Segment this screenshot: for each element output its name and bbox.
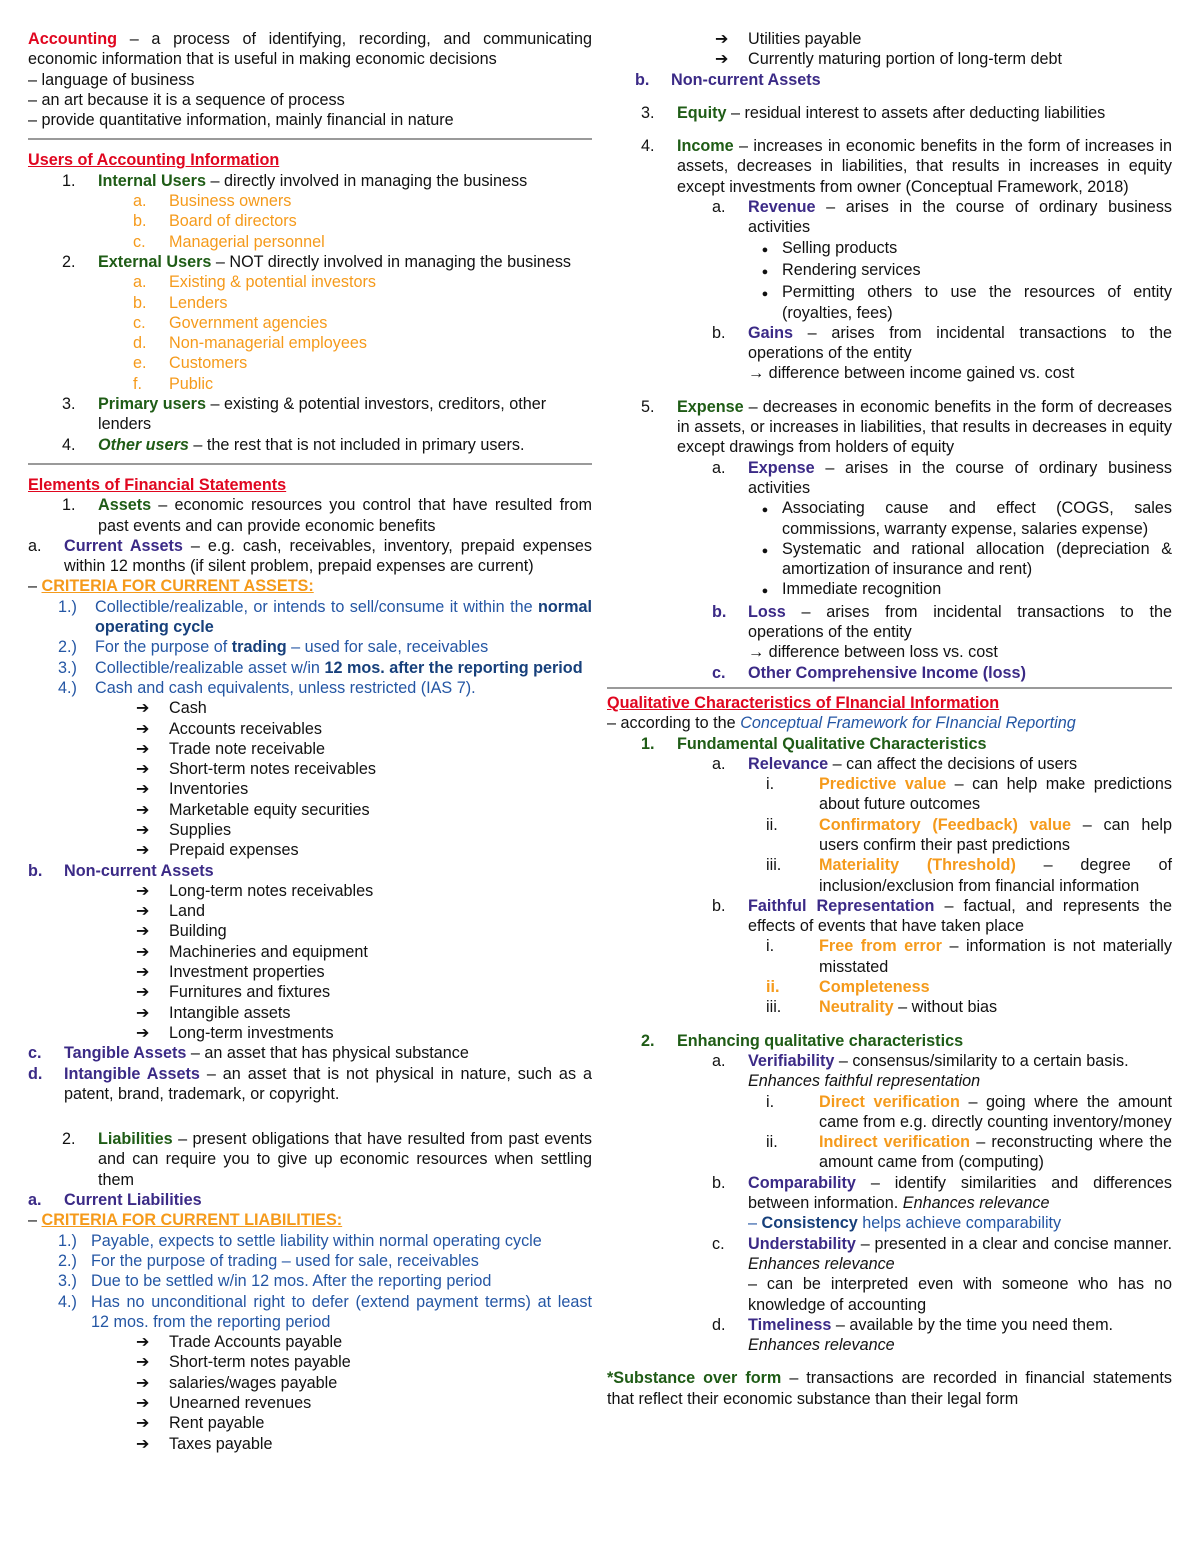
list-item: b. Comparability – identify similarities and differences between information. Enhances relevance – Consistency helps achieve comparability bbox=[712, 1173, 1173, 1233]
criteria-current-assets: – CRITERIA FOR CURRENT ASSETS: bbox=[28, 577, 314, 596]
faithful-sub: i. Free from error – information is not materially misstated ii. Completeness iii. Neutrality – without bias bbox=[766, 937, 1172, 1017]
arrow-right-icon: ➔ bbox=[136, 719, 150, 738]
arrow-right-icon: ➔ bbox=[136, 739, 150, 758]
right-column: ➔ Utilities payable ➔ Currently maturing portion of long-term debt b. Non-current Assets 3. Equity – residual interest to assets after deducting liabilities 4. Income – increases in economic benefits in the form of increases in assets, decreases in liabilities, that results in increases in equity except investments from owner (Conceptual Framework, 2018) a. Revenue – arises in the course of ordinary business activities ● Selling products ● Rendering services ● Permitting others to use the resources of entity (royalties, fees) b. Gains – arises from incidental transactions to the operations of the entity → difference between income gained vs. cost 5. Expense – decreases in economic benefits in the form of decreases in assets, or increases in liabilities, that results in decreases in equity except drawings from holders of equity a. Expense – arises in the course of ordinary business activities ● Associating cause and effect (COGS, sales commissions, warranty expense, salaries expense) ● Systematic and rational allocation (depreciation & amortization of insurance and rent) ● Immediate recognition b. Loss – arises from incidental transactions to the operations of the entity → difference between loss vs. cost c. Other Comprehensive Income (loss) Qualitative Characteristics of FInancial Information – according to the Conceptual Framework for FInancial Reporting 1. Fundamental Qualitative Characteristics a. Relevance – can affect the decisions of users i. Predictive value – can help make predictions about future outcomes ii. Confirmatory (Feedback) value – can help users confirm their past predictions iii. Materiality (Threshold) – degree of inclusion/exclusion from financial information b. Faithful Representation – factual, and represents the effects of events that have taken place i. Free from error – information is not materially misstated ii. Completeness iii. Neutrality – without bias 2. Enhancing qualitative characteristics a. Verifiability – consensus/similarity to a certain basis. Enhances faithful representation i. Direct verification – going where the amount came from e.g. directly counting inventory/money ii. Indirect verification – reconstructing where the amount came from (computing) b. Comparability – identify similarities and differences between information. Enhances relevance – Consistency helps achieve comparability c. Understability – presented in a clear and concise manner. Enhances relevance – can be interpreted even with someone who has no knowledge of accounting d. Timeliness – available by the time you need them. Enhances relevance *Substance over form – transactions are recorded in financial statements that reflect their economic substance than their legal form bbox=[607, 29, 1172, 1409]
arrow-right-icon: ➔ bbox=[136, 1414, 150, 1433]
arrow-right-icon: ➔ bbox=[136, 800, 150, 819]
list-item: b. Faithful Representation – factual, and represents the effects of events that have taken place bbox=[712, 896, 1172, 936]
list-item: a. Relevance – can affect the decisions of users bbox=[712, 754, 1078, 773]
list-item: 2. External Users – NOT directly involved in managing the business bbox=[62, 252, 572, 271]
arrow-right-icon: ➔ bbox=[136, 699, 150, 718]
arrow-right-icon: ➔ bbox=[136, 1373, 150, 1392]
divider bbox=[28, 463, 592, 465]
arrow-right-icon: ➔ bbox=[136, 841, 150, 860]
list-item: b. Non-current Assets bbox=[28, 861, 214, 880]
divider bbox=[28, 138, 592, 140]
arrow-right-icon: ➔ bbox=[136, 1353, 150, 1372]
list-item: 2. Enhancing qualitative characteristics bbox=[641, 1031, 964, 1050]
list-item: 1. Assets – economic resources you control that have resulted from past events and can provide economic benefits bbox=[62, 496, 592, 535]
current-assets-examples: ➔ Cash ➔ Accounts receivables ➔ Trade note receivable ➔ Short-term notes receivables ➔ Inventories ➔ Marketable equity securities ➔ Supplies ➔ Prepaid expenses bbox=[136, 699, 376, 860]
list-item: b. Non-current Assets bbox=[635, 70, 821, 89]
list-item: 3. Primary users – existing & potential investors, creditors, other lenders bbox=[62, 395, 547, 434]
bullet-icon bbox=[748, 260, 782, 282]
expense-bullets: ● Associating cause and effect (COGS, sales commissions, warranty expense, salaries expense) ● Systematic and rational allocation (depreciation & amortization of insurance and rent) ● Immediate recognition bbox=[607, 498, 1172, 601]
arrow-right-icon: ➔ bbox=[136, 1003, 150, 1022]
list-item: b. Gains – arises from incidental transactions to the operations of the entity → difference between income gained vs. cost bbox=[712, 323, 1172, 383]
current-liabilities-examples: ➔ Trade Accounts payable ➔ Short-term notes payable ➔ salaries/wages payable ➔ Unearned revenues ➔ Rent payable ➔ Taxes payable bbox=[136, 1333, 351, 1453]
arrow-right-icon: ➔ bbox=[136, 1394, 150, 1412]
list-item: 2. Liabilities – present obligations that have resulted from past events and can require you to give up economic resources when settling them bbox=[62, 1130, 592, 1189]
arrow-right-icon: ➔ bbox=[715, 30, 729, 48]
arrow-right-icon: ➔ bbox=[136, 820, 150, 839]
current-assets-criteria-list: 1.) Collectible/realizable, or intends to sell/consume it within the normal operating cycle 2.) For the purpose of trading – used for sale, receivables 3.) Collectible/realizable asset w/in 12 mos. after the reporting period 4.) Cash and cash equivalents, unless restricted (IAS 7). bbox=[58, 597, 593, 697]
bullet-icon bbox=[748, 579, 782, 601]
list-item: c. Understability – presented in a clear and concise manner. Enhances relevance – can be interpreted even with someone who has no knowledge of accounting bbox=[712, 1234, 1172, 1314]
list-item: a. Expense – arises in the course of ordinary business activities bbox=[712, 458, 1172, 497]
arrow-right-icon: ➔ bbox=[136, 922, 150, 941]
arrow-right-icon: ➔ bbox=[136, 760, 150, 779]
elements-heading: Elements of Financial Statements bbox=[28, 475, 287, 494]
list-item: 4. Income – increases in economic benefits in the form of increases in assets, decreases in liabilities, that results in increases in equity except investments from owner (Conceptual Framework, 2018) bbox=[641, 137, 1172, 196]
bullet-icon bbox=[748, 282, 782, 323]
arrow-right-icon: ➔ bbox=[715, 50, 729, 69]
current-liabilities-criteria-list: 1.) Payable, expects to settle liability within normal operating cycle 2.) For the purpose of trading – used for sale, receivables 3.) Due to be settled w/in 12 mos. After the reporting period 4.) Has no unconditional right to defer (extend payment terms) at least 12 mos. from the reporting period bbox=[58, 1231, 592, 1331]
arrow-right-icon: ➔ bbox=[136, 1434, 150, 1453]
arrow-right-icon: ➔ bbox=[136, 902, 150, 921]
bullet-icon bbox=[748, 539, 782, 580]
relevance-sub: i. Predictive value – can help make predictions about future outcomes ii. Confirmatory (Feedback) value – can help users confirm their past predictions iii. Materiality (Threshold) – degree of inclusion/exclusion from financial information bbox=[766, 775, 1173, 895]
list-item: 4. Other users – the rest that is not included in primary users. bbox=[62, 435, 525, 454]
list-item: a. Current Assets – e.g. cash, receivables, inventory, prepaid expenses within 12 months (if silent problem, prepaid expenses are current) bbox=[28, 536, 593, 576]
external-users-list: a. Existing & potential investors b. Lenders c. Government agencies d. Non-managerial employees e. Customers f. Public bbox=[133, 273, 376, 393]
list-item: c. Other Comprehensive Income (loss) bbox=[712, 663, 1026, 682]
accounting-term: Accounting bbox=[28, 30, 118, 48]
list-item: 3. Equity – residual interest to assets after deducting liabilities bbox=[641, 103, 1106, 122]
list-item: d. Timeliness – available by the time you need them. Enhances relevance bbox=[712, 1315, 1114, 1355]
arrow-right-icon: ➔ bbox=[136, 780, 150, 799]
verifiability-sub: i. Direct verification – going where the amount came from e.g. directly counting inventory/money ii. Indirect verification – reconstructing where the amount came from (computing) bbox=[766, 1092, 1173, 1172]
list-item: d. Intangible Assets – an asset that is not physical in nature, such as a patent, brand, trademark, or copyright. bbox=[28, 1064, 592, 1103]
noncurrent-assets-examples: ➔ Long-term notes receivables ➔ Land ➔ Building ➔ Machineries and equipment ➔ Investment properties ➔ Furnitures and fixtures ➔ Intangible assets ➔ Long-term investments bbox=[136, 881, 374, 1042]
arrow-right-icon: ➔ bbox=[136, 1023, 150, 1042]
current-liabilities-examples-cont: ➔ Utilities payable ➔ Currently maturing portion of long-term debt bbox=[715, 30, 1063, 69]
list-item: 1. Fundamental Qualitative Characteristics bbox=[641, 734, 987, 753]
internal-users-list: a. Business owners b. Board of directors c. Managerial personnel bbox=[133, 192, 325, 251]
left-column: Accounting – a process of identifying, recording, and communicating economic information that is useful in making economic decisions – language of business – an art because it is a sequence of process – provide quantitative information, mainly financial in nature Users of Accounting Information 1. Internal Users – directly involved in managing the business a. Business owners b. Board of directors c. Managerial personnel 2. External Users – NOT directly involved in managing the business a. Existing & potential investors b. Lenders c. Government agencies d. Non-managerial employees e. Customers f. Public 3. Primary users – existing & potential investors, creditors, other lenders 4. Other users – the rest that is not included in primary users. Elements of Financial Statements 1. Assets – economic resources you control that have resulted from past events and can provide economic benefits a. Current Assets – e.g. cash, receivables, inventory, prepaid expenses within 12 months (if silent problem, prepaid expenses are current) – CRITERIA FOR CURRENT ASSETS: 1.) Collectible/realizable, or intends to sell/consume it within the normal operating cycle 2.) For the purpose of trading – used for sale, receivables 3.) Collectible/realizable asset w/in 12 mos. after the reporting period 4.) Cash and cash equivalents, unless restricted (IAS 7). ➔ Cash ➔ Accounts receivables ➔ Trade note receivable ➔ Short-term notes receivables ➔ Inventories ➔ Marketable equity securities ➔ Supplies ➔ Prepaid expenses b. Non-current Assets ➔ Long-term notes receivables ➔ Land ➔ Building ➔ Machineries and equipment ➔ Investment properties ➔ Furnitures and fixtures ➔ Intangible assets ➔ Long-term investments c. Tangible Assets – an asset that has physical substance d. Intangible Assets – an asset that is not physical in nature, such as a patent, brand, trademark, or copyright. 2. Liabilities – present obligations that have resulted from past events and can require you to give up economic resources when settling them a. Current Liabilities – CRITERIA FOR CURRENT LIABILITIES: 1.) Payable, expects to settle liability within normal operating cycle 2.) For the purpose of trading – used for sale, receivables 3.) Due to be settled w/in 12 mos. After the reporting period 4.) Has no unconditional right to defer (extend payment terms) at least 12 mos. from the reporting period ➔ Trade Accounts payable ➔ Short-term notes payable ➔ salaries/wages payable ➔ Unearned revenues ➔ Rent payable ➔ Taxes payable bbox=[28, 30, 593, 1453]
revenue-bullets: ● Selling products ● Rendering services ● Permitting others to use the resources of entity (royalties, fees) bbox=[607, 238, 1172, 323]
users-heading: Users of Accounting Information bbox=[28, 151, 280, 170]
substance-over-form: *Substance over form – transactions are recorded in financial statements that reflect their economic substance than their legal form bbox=[607, 1369, 1172, 1408]
criteria-current-liabilities: – CRITERIA FOR CURRENT LIABILITIES: bbox=[28, 1211, 343, 1230]
list-item: a. Revenue – arises in the course of ordinary business activities bbox=[712, 198, 1173, 237]
list-item: b. Loss – arises from incidental transactions to the operations of the entity → difference between loss vs. cost bbox=[712, 602, 1173, 662]
list-item: 1. Internal Users – directly involved in managing the business bbox=[62, 171, 528, 190]
divider bbox=[607, 687, 1172, 689]
arrow-right-icon: ➔ bbox=[136, 881, 150, 900]
list-item: 5. Expense – decreases in economic benefits in the form of decreases in assets, or increases in liabilities, that results in decreases in equity except drawings from holders of equity bbox=[641, 397, 1173, 457]
accounting-definition: Accounting – a process of identifying, recording, and communicating economic information that is useful in making economic decisions bbox=[28, 30, 592, 69]
bullet-icon bbox=[748, 238, 782, 260]
qualitative-heading: Qualitative Characteristics of FInancial Information bbox=[607, 693, 1000, 712]
list-item: c. Tangible Assets – an asset that has physical substance bbox=[28, 1044, 469, 1063]
list-item: a. Verifiability – consensus/similarity to a certain basis. Enhances faithful representation bbox=[712, 1051, 1129, 1091]
arrow-right-icon: ➔ bbox=[136, 1333, 150, 1352]
arrow-right-icon: ➔ bbox=[136, 983, 150, 1002]
arrow-right-icon: ➔ bbox=[136, 963, 150, 982]
bullet-icon bbox=[748, 498, 782, 539]
list-item: a. Current Liabilities bbox=[28, 1191, 202, 1210]
arrow-right-icon: ➔ bbox=[136, 942, 150, 961]
